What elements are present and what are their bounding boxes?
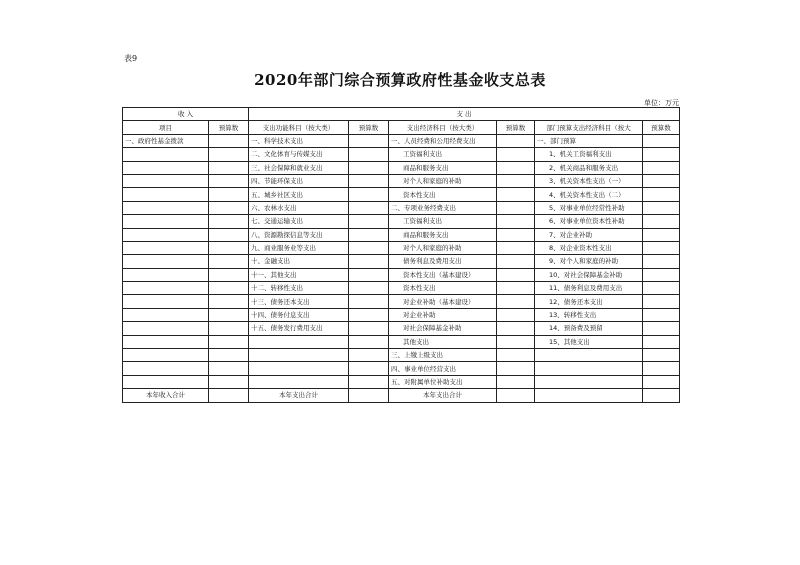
econ-item-cell: 其他支出 xyxy=(389,335,497,348)
table-row xyxy=(123,349,680,362)
table-row xyxy=(123,228,680,241)
econ-item-cell: 对个人和家庭的补助 xyxy=(389,174,497,187)
econ-budget-cell xyxy=(497,188,535,201)
dept-item-cell: 9、对个人和家庭的补助 xyxy=(535,255,643,268)
income-budget-cell xyxy=(209,308,249,321)
econ-budget-cell xyxy=(497,268,535,281)
income-item-cell xyxy=(123,215,209,228)
econ-budget-cell xyxy=(497,228,535,241)
econ-budget-cell xyxy=(497,308,535,321)
income-budget-cell xyxy=(209,255,249,268)
income-item-cell xyxy=(123,335,209,348)
income-item-cell xyxy=(123,255,209,268)
income-budget-cell xyxy=(209,134,249,147)
dept-total-label xyxy=(535,389,643,402)
dept-item-cell xyxy=(535,375,643,388)
table-row xyxy=(123,174,680,187)
econ-budget-cell xyxy=(497,241,535,254)
table-row xyxy=(123,241,680,254)
table-row xyxy=(123,255,680,268)
func-budget-cell xyxy=(349,215,389,228)
econ-item-cell: 资本性支出 xyxy=(389,282,497,295)
dept-item-cell xyxy=(535,362,643,375)
econ-budget-cell xyxy=(497,161,535,174)
table-row xyxy=(123,362,680,375)
col-header-budget: 预算数 xyxy=(497,121,535,134)
dept-item-cell: 7、对企业补助 xyxy=(535,228,643,241)
dept-item-cell: 3、机关资本性支出（一） xyxy=(535,174,643,187)
table-row xyxy=(123,308,680,321)
income-item-cell xyxy=(123,201,209,214)
dept-budget-cell xyxy=(643,322,680,335)
dept-budget-cell xyxy=(643,295,680,308)
dept-item-cell: 1、机关工资福利支出 xyxy=(535,148,643,161)
func-item-cell: 十三、债务还本支出 xyxy=(249,295,349,308)
col-header-budget: 预算数 xyxy=(349,121,389,134)
income-budget-cell xyxy=(209,282,249,295)
income-budget-cell xyxy=(209,322,249,335)
dept-budget-cell xyxy=(643,241,680,254)
income-item-cell xyxy=(123,241,209,254)
econ-item-cell: 四、事业单位经营支出 xyxy=(389,362,497,375)
func-budget-cell xyxy=(349,282,389,295)
dept-budget-cell xyxy=(643,268,680,281)
dept-item-cell: 12、债务还本支出 xyxy=(535,295,643,308)
func-budget-cell xyxy=(349,174,389,187)
dept-item-cell: 8、对企业资本性支出 xyxy=(535,241,643,254)
col-header-item: 项目 xyxy=(123,121,209,134)
func-item-cell xyxy=(249,362,349,375)
income-item-cell xyxy=(123,295,209,308)
econ-total-value xyxy=(497,389,535,402)
func-budget-cell xyxy=(349,268,389,281)
econ-budget-cell xyxy=(497,174,535,187)
func-budget-cell xyxy=(349,308,389,321)
func-budget-cell xyxy=(349,335,389,348)
econ-budget-cell xyxy=(497,201,535,214)
func-item-cell: 八、资源勘探信息等支出 xyxy=(249,228,349,241)
income-budget-cell xyxy=(209,174,249,187)
dept-budget-cell xyxy=(643,188,680,201)
header-group-row xyxy=(123,108,680,121)
func-budget-cell xyxy=(349,349,389,362)
dept-budget-cell xyxy=(643,362,680,375)
income-budget-cell xyxy=(209,362,249,375)
econ-item-cell: 资本性支出 xyxy=(389,188,497,201)
func-budget-cell xyxy=(349,228,389,241)
dept-budget-cell xyxy=(643,282,680,295)
income-item-cell xyxy=(123,362,209,375)
col-header-budget: 预算数 xyxy=(209,121,249,134)
table-row xyxy=(123,148,680,161)
func-total-label: 本年支出合计 xyxy=(249,389,349,402)
econ-item-cell: 对个人和家庭的补助 xyxy=(389,241,497,254)
dept-budget-cell xyxy=(643,255,680,268)
func-budget-cell xyxy=(349,201,389,214)
dept-item-cell xyxy=(535,349,643,362)
dept-total-value xyxy=(643,389,680,402)
table-row xyxy=(123,322,680,335)
func-budget-cell xyxy=(349,134,389,147)
income-total-label: 本年收入合计 xyxy=(123,389,209,402)
income-budget-cell xyxy=(209,241,249,254)
dept-item-cell: 4、机关资本性支出（二） xyxy=(535,188,643,201)
func-item-cell xyxy=(249,335,349,348)
func-budget-cell xyxy=(349,148,389,161)
col-header-econ: 支出经济科目（按大类） xyxy=(389,121,497,134)
econ-budget-cell xyxy=(497,322,535,335)
func-item-cell: 二、文化体育与传媒支出 xyxy=(249,148,349,161)
income-budget-cell xyxy=(209,295,249,308)
table-row xyxy=(123,188,680,201)
econ-item-cell: 三、上缴上级支出 xyxy=(389,349,497,362)
func-budget-cell xyxy=(349,295,389,308)
dept-budget-cell xyxy=(643,161,680,174)
econ-budget-cell xyxy=(497,362,535,375)
func-item-cell: 九、商业服务业等支出 xyxy=(249,241,349,254)
func-item-cell: 四、节能环保支出 xyxy=(249,174,349,187)
table-row xyxy=(123,215,680,228)
income-item-cell xyxy=(123,375,209,388)
income-item-cell xyxy=(123,161,209,174)
func-budget-cell xyxy=(349,375,389,388)
econ-item-cell: 工资福利支出 xyxy=(389,215,497,228)
func-item-cell: 十、金融支出 xyxy=(249,255,349,268)
func-item-cell: 十四、债务付息支出 xyxy=(249,308,349,321)
col-header-budget: 预算数 xyxy=(643,121,680,134)
income-item-cell xyxy=(123,282,209,295)
econ-item-cell: 二、专项业务经费支出 xyxy=(389,201,497,214)
income-budget-cell xyxy=(209,215,249,228)
func-item-cell: 十五、债务发行费用支出 xyxy=(249,322,349,335)
income-item-cell xyxy=(123,188,209,201)
dept-item-cell: 2、机关商品和服务支出 xyxy=(535,161,643,174)
econ-item-cell: 对社会保障基金补助 xyxy=(389,322,497,335)
dept-item-cell: 14、预备费及预留 xyxy=(535,322,643,335)
econ-budget-cell xyxy=(497,282,535,295)
income-budget-cell xyxy=(209,148,249,161)
dept-item-cell: 5、对事业单位经常性补助 xyxy=(535,201,643,214)
income-budget-cell xyxy=(209,375,249,388)
income-budget-cell xyxy=(209,335,249,348)
econ-budget-cell xyxy=(497,375,535,388)
income-budget-cell xyxy=(209,349,249,362)
func-item-cell: 十二、转移性支出 xyxy=(249,282,349,295)
econ-budget-cell xyxy=(497,255,535,268)
header-column-row xyxy=(123,121,680,134)
func-item-cell xyxy=(249,349,349,362)
table-number: 表9 xyxy=(124,54,138,63)
econ-item-cell: 债务利息及费用支出 xyxy=(389,255,497,268)
dept-item-cell: 15、其他支出 xyxy=(535,335,643,348)
table-row xyxy=(123,201,680,214)
income-item-cell xyxy=(123,322,209,335)
income-budget-cell xyxy=(209,228,249,241)
dept-budget-cell xyxy=(643,228,680,241)
econ-budget-cell xyxy=(497,335,535,348)
dept-budget-cell xyxy=(643,349,680,362)
dept-budget-cell xyxy=(643,201,680,214)
income-item-cell xyxy=(123,148,209,161)
func-item-cell: 七、交通运输支出 xyxy=(249,215,349,228)
func-budget-cell xyxy=(349,161,389,174)
dept-budget-cell xyxy=(643,375,680,388)
income-budget-cell xyxy=(209,188,249,201)
dept-item-cell: 6、对事业单位资本性补助 xyxy=(535,215,643,228)
col-header-dept: 部门预算支出经济科目（按大 xyxy=(535,121,643,134)
func-item-cell: 一、科学技术支出 xyxy=(249,134,349,147)
dept-item-cell: 13、转移性支出 xyxy=(535,308,643,321)
econ-budget-cell xyxy=(497,148,535,161)
budget-table xyxy=(122,107,680,403)
income-item-cell xyxy=(123,349,209,362)
income-item-cell xyxy=(123,308,209,321)
func-budget-cell xyxy=(349,241,389,254)
func-budget-cell xyxy=(349,188,389,201)
func-item-cell: 五、城乡社区支出 xyxy=(249,188,349,201)
econ-budget-cell xyxy=(497,215,535,228)
econ-item-cell: 资本性支出（基本建设） xyxy=(389,268,497,281)
totals-row xyxy=(123,389,680,402)
dept-item-cell: 10、对社会保障基金补助 xyxy=(535,268,643,281)
dept-budget-cell xyxy=(643,148,680,161)
income-budget-cell xyxy=(209,161,249,174)
func-item-cell: 六、农林水支出 xyxy=(249,201,349,214)
page-title: 2020年部门综合预算政府性基金收支总表 xyxy=(254,71,546,89)
dept-budget-cell xyxy=(643,134,680,147)
income-total-value xyxy=(209,389,249,402)
econ-item-cell: 工资福利支出 xyxy=(389,148,497,161)
expense-header: 支 出 xyxy=(249,108,680,121)
econ-item-cell: 商品和服务支出 xyxy=(389,161,497,174)
func-item-cell xyxy=(249,375,349,388)
col-header-func: 支出功能科目（按大类） xyxy=(249,121,349,134)
econ-budget-cell xyxy=(497,349,535,362)
func-item-cell: 三、社会保障和就业支出 xyxy=(249,161,349,174)
dept-budget-cell xyxy=(643,335,680,348)
econ-item-cell: 商品和服务支出 xyxy=(389,228,497,241)
dept-budget-cell xyxy=(643,174,680,187)
econ-item-cell: 五、对附属单位补助支出 xyxy=(389,375,497,388)
func-budget-cell xyxy=(349,322,389,335)
econ-item-cell: 对企业补助 xyxy=(389,308,497,321)
table-row xyxy=(123,375,680,388)
func-total-value xyxy=(349,389,389,402)
dept-item-cell: 11、债务利息及费用支出 xyxy=(535,282,643,295)
econ-total-label: 本年支出合计 xyxy=(389,389,497,402)
table-row xyxy=(123,268,680,281)
econ-item-cell: 对企业补助（基本建设） xyxy=(389,295,497,308)
econ-budget-cell xyxy=(497,134,535,147)
income-budget-cell xyxy=(209,201,249,214)
income-item-cell xyxy=(123,268,209,281)
income-item-cell xyxy=(123,174,209,187)
dept-budget-cell xyxy=(643,308,680,321)
unit-label: 单位：万元 xyxy=(644,99,679,107)
func-item-cell: 十一、其他支出 xyxy=(249,268,349,281)
table-row xyxy=(123,282,680,295)
income-item-cell: 一、政府性基金拨款 xyxy=(123,134,209,147)
table-row xyxy=(123,134,680,147)
dept-budget-cell xyxy=(643,215,680,228)
econ-item-cell: 一、人员经费和公用经费支出 xyxy=(389,134,497,147)
econ-budget-cell xyxy=(497,295,535,308)
table-row xyxy=(123,161,680,174)
table-row xyxy=(123,335,680,348)
dept-item-cell: 一、部门预算 xyxy=(535,134,643,147)
table-row xyxy=(123,295,680,308)
func-budget-cell xyxy=(349,362,389,375)
func-budget-cell xyxy=(349,255,389,268)
income-budget-cell xyxy=(209,268,249,281)
income-header: 收 入 xyxy=(123,108,249,121)
income-item-cell xyxy=(123,228,209,241)
